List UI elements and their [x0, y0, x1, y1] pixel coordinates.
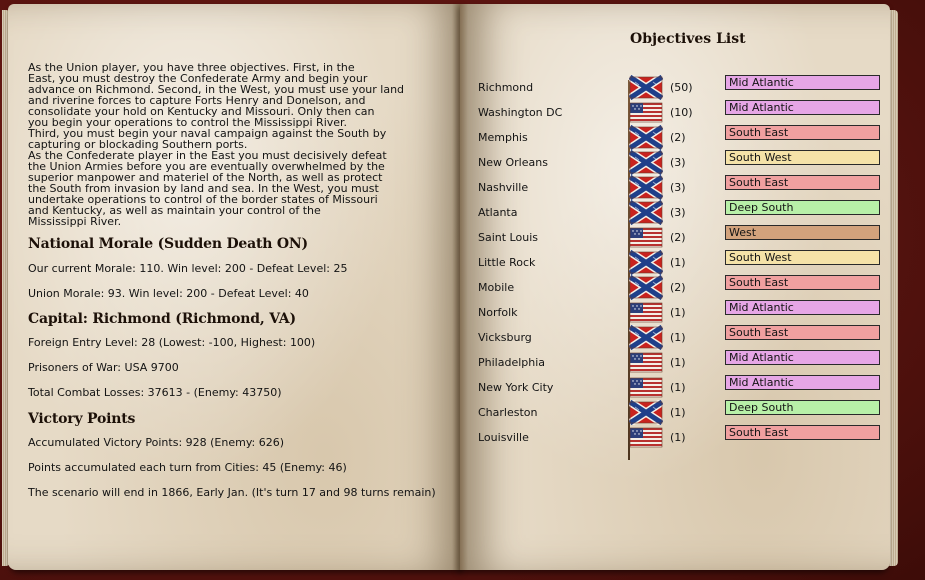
union-flag-icon [629, 300, 663, 325]
confederate-flag-icon [629, 250, 663, 275]
confederate-flag-icon [629, 150, 663, 175]
objective-region-badge: Mid Atlantic [725, 350, 880, 365]
objective-region-badge: Mid Atlantic [725, 100, 880, 115]
objective-vp: (2) [670, 131, 686, 144]
morale-heading: National Morale (Sudden Death ON) [28, 236, 308, 252]
objective-city: Nashville [478, 181, 529, 194]
prisoners-of-war: Prisoners of War: USA 9700 [28, 361, 179, 374]
objective-city: Louisville [478, 431, 529, 444]
objective-vp: (1) [670, 356, 686, 369]
objective-region-badge: Deep South [725, 400, 880, 415]
objective-vp: (50) [670, 81, 693, 94]
foreign-entry-level: Foreign Entry Level: 28 (Lowest: -100, Highest: 100) [28, 336, 316, 349]
objective-region-badge: South East [725, 325, 880, 340]
our-morale: Our current Morale: 110. Win level: 200 - Defeat Level: 25 [28, 262, 348, 275]
confederate-flag-icon [629, 400, 663, 425]
objective-vp: (1) [670, 406, 686, 419]
confederate-flag-icon [629, 75, 663, 100]
objective-region-badge: South West [725, 150, 880, 165]
union-flag-icon [629, 375, 663, 400]
objective-city: Mobile [478, 281, 515, 294]
objective-region-badge: Deep South [725, 200, 880, 215]
objective-city: Charleston [478, 406, 538, 419]
objective-city: Philadelphia [478, 356, 546, 369]
union-flag-icon [629, 225, 663, 250]
objective-region-badge: Mid Atlantic [725, 300, 880, 315]
confederate-flag-icon [629, 200, 663, 225]
confederate-flag-icon [629, 275, 663, 300]
objective-vp: (10) [670, 106, 693, 119]
objective-vp: (3) [670, 206, 686, 219]
objective-region-badge: South East [725, 175, 880, 190]
objective-region-badge: Mid Atlantic [725, 375, 880, 390]
objective-city: Atlanta [478, 206, 518, 219]
accumulated-vp: Accumulated Victory Points: 928 (Enemy: 626) [28, 436, 285, 449]
confederate-flag-icon [629, 175, 663, 200]
confederate-flag-icon [629, 125, 663, 150]
objective-vp: (1) [670, 256, 686, 269]
objective-city: New Orleans [478, 156, 548, 169]
objective-vp: (1) [670, 431, 686, 444]
objective-region-badge: South East [725, 275, 880, 290]
union-morale: Union Morale: 93. Win level: 200 - Defeat Level: 40 [28, 287, 309, 300]
objective-vp: (3) [670, 156, 686, 169]
objective-vp: (2) [670, 231, 686, 244]
objective-vp: (2) [670, 281, 686, 294]
objectives-title: Objectives List [630, 31, 746, 47]
objective-region-badge: Mid Atlantic [725, 75, 880, 90]
objective-region-badge: West [725, 225, 880, 240]
union-flag-icon [629, 100, 663, 125]
objective-city: Memphis [478, 131, 528, 144]
objective-city: Washington DC [478, 106, 563, 119]
objective-region-badge: South West [725, 250, 880, 265]
objective-city: Norfolk [478, 306, 518, 319]
objective-region-badge: South East [725, 425, 880, 440]
objective-city: Vicksburg [478, 331, 532, 344]
objective-vp: (1) [670, 306, 686, 319]
objective-city: New York City [478, 381, 554, 394]
scenario-briefing: As the Union player, you have three objectives. First, in the East, you must destroy the Confederate Army and begin your advance on Richmond. Second, in the West, you must use your land and riverine forces to capture Forts Henry and Donelson, and consolidate your hold on Kentucky and Missouri. Only then can you begin your operations to control the Mississippi River. Third, you must begin your naval campaign against the South by capturing or blockading Southern ports. As the Confederate player in the East you must decisively defeat the Union Armies before you are eventually overwhelmed by the superior manpower and materiel of the North, as well as protect the South from invasion by land and sea. In the West, you must undertake operations to control of the border states of Missouri and Kentucky, as well as maintain your control of the Mississippi River. [28, 61, 405, 228]
objective-vp: (3) [670, 181, 686, 194]
victory-heading: Victory Points [28, 411, 136, 427]
objective-row[interactable] [0, 426, 925, 456]
union-flag-icon [629, 425, 663, 450]
vp-per-turn: Points accumulated each turn from Cities: 45 (Enemy: 46) [28, 461, 347, 474]
objective-vp: (1) [670, 381, 686, 394]
objective-city: Saint Louis [478, 231, 538, 244]
objective-city: Little Rock [478, 256, 536, 269]
objective-city: Richmond [478, 81, 534, 94]
union-flag-icon [629, 350, 663, 375]
objective-vp: (1) [670, 331, 686, 344]
capital-heading: Capital: Richmond (Richmond, VA) [28, 311, 296, 327]
confederate-flag-icon [629, 325, 663, 350]
objective-region-badge: South East [725, 125, 880, 140]
combat-losses: Total Combat Losses: 37613 - (Enemy: 43750) [28, 386, 282, 399]
scenario-end: The scenario will end in 1866, Early Jan. (It's turn 17 and 98 turns remain) [28, 486, 436, 499]
